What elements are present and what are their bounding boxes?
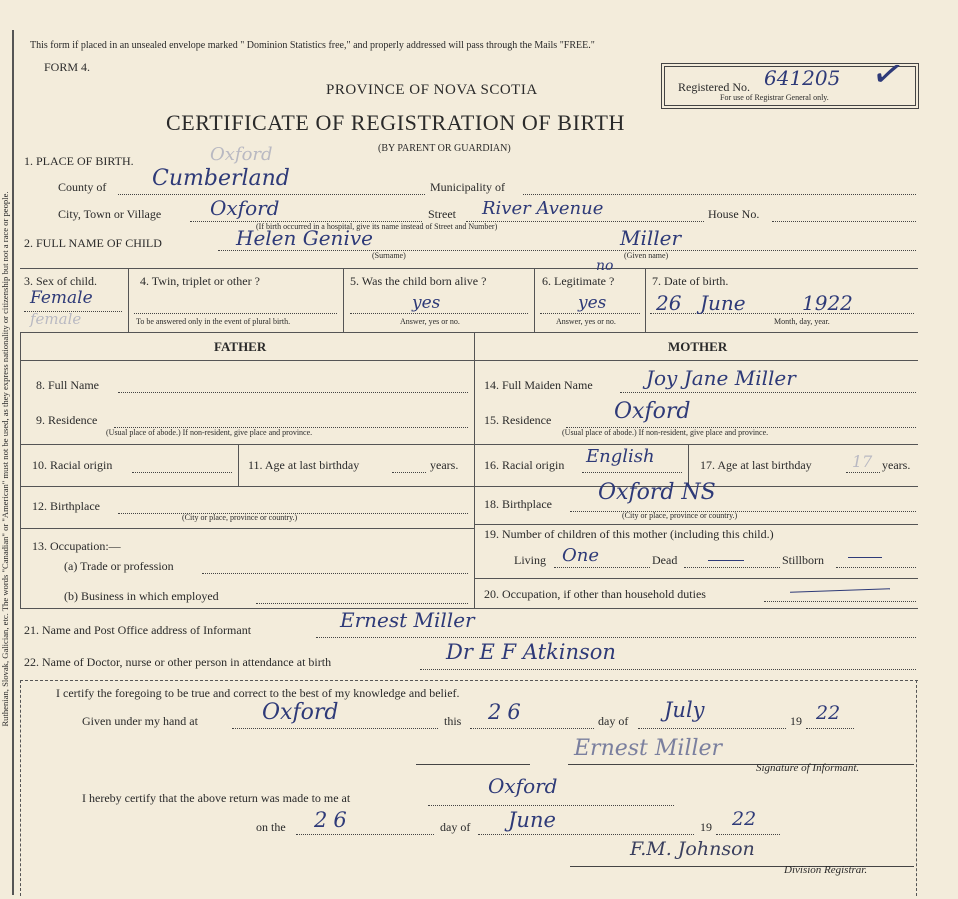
father-business-label: (b) Business in which employed bbox=[64, 589, 219, 603]
registrar-signature: F.M. Johnson bbox=[630, 838, 755, 860]
registrar-caption: Division Registrar. bbox=[784, 864, 868, 876]
father-residence-note: (Usual place of abode.) If non-resident, give place and province. bbox=[106, 428, 313, 437]
mother-residence-value: Oxford bbox=[614, 399, 691, 424]
stillborn-label: Stillborn bbox=[782, 553, 825, 567]
given-place-value: Oxford bbox=[262, 700, 339, 725]
county-value: Cumberland bbox=[152, 166, 290, 191]
form-number: FORM 4. bbox=[44, 60, 91, 74]
certify-year-value: 22 bbox=[816, 702, 841, 724]
child-name-label: 2. FULL NAME OF CHILD bbox=[24, 236, 162, 250]
birth-year-value: 1922 bbox=[802, 291, 853, 315]
mother-age-label: 17. Age at last birthday bbox=[700, 458, 812, 472]
certificate-title: CERTIFICATE OF REGISTRATION OF BIRTH bbox=[166, 110, 625, 135]
date-of-birth-label: 7. Date of birth. bbox=[652, 274, 729, 288]
registered-number-value: 641205 bbox=[764, 66, 841, 90]
born-alive-note: Answer, yes or no. bbox=[400, 317, 460, 326]
living-label: Living bbox=[514, 553, 546, 567]
on-the-label: on the bbox=[256, 820, 286, 834]
mother-birthplace-value: Oxford NS bbox=[598, 480, 716, 505]
father-age-label: 11. Age at last birthday bbox=[248, 458, 360, 472]
children-count-label: 19. Number of children of this mother (including this child.) bbox=[484, 527, 774, 541]
mother-residence-label: 15. Residence bbox=[484, 413, 552, 427]
father-birthplace-label: 12. Birthplace bbox=[32, 499, 100, 513]
province-heading: PROVINCE OF NOVA SCOTIA bbox=[326, 82, 538, 98]
certificate-subtitle: (BY PARENT OR GUARDIAN) bbox=[378, 143, 511, 154]
doctor-label: 22. Name of Doctor, nurse or other person in attendance at birth bbox=[24, 655, 332, 669]
sex-value: Female bbox=[30, 288, 93, 308]
given-name-caption: (Given name) bbox=[624, 251, 669, 260]
doctor-value: Dr E F Atkinson bbox=[446, 640, 616, 664]
sex-faint-handwriting: female bbox=[30, 310, 82, 328]
father-occupation-label: 13. Occupation:— bbox=[32, 539, 121, 553]
birth-month-value: June bbox=[700, 291, 746, 315]
born-alive-label: 5. Was the child born alive ? bbox=[350, 274, 487, 288]
mother-maiden-name-label: 14. Full Maiden Name bbox=[484, 378, 593, 392]
mother-maiden-name-value: Joy Jane Miller bbox=[646, 366, 796, 390]
given-under-label: Given under my hand at bbox=[82, 714, 198, 728]
registrar-year-prefix: 19 bbox=[700, 820, 712, 834]
hospital-note: (If birth occurred in a hospital, give its name instead of Street and Number) bbox=[256, 222, 498, 231]
father-trade-label: (a) Trade or profession bbox=[64, 559, 174, 573]
registrar-year-value: 22 bbox=[732, 808, 757, 830]
registrar-place-value: Oxford bbox=[488, 774, 558, 798]
informant-label: 21. Name and Post Office address of Informant bbox=[24, 623, 252, 637]
registrar-use-note: For use of Registrar General only. bbox=[720, 93, 829, 102]
twin-note: To be answered only in the event of plural birth. bbox=[136, 317, 291, 326]
registrar-statement: I hereby certify that the above return was made to me at bbox=[82, 791, 351, 805]
registrar-day-value: 26 bbox=[314, 808, 353, 832]
certify-month-value: July bbox=[664, 698, 705, 722]
father-racial-origin-label: 10. Racial origin bbox=[32, 458, 113, 472]
side-instruction-text: Ruthenian, Slovak, Galician, etc. The words "Canadian" or "American" must not be used, as they express nationality or citizenship but not a race or people. bbox=[0, 191, 10, 727]
mother-residence-note: (Usual place of abode.) If non-resident, give place and province. bbox=[562, 428, 769, 437]
legitimate-correction: no bbox=[596, 258, 614, 274]
living-value: One bbox=[562, 545, 600, 566]
place-faint-handwriting: Oxford bbox=[210, 144, 273, 165]
legitimate-note: Answer, yes or no. bbox=[556, 317, 616, 326]
mother-birthplace-note: (City or place, province or country.) bbox=[622, 511, 738, 520]
left-margin-rule bbox=[12, 30, 14, 895]
check-mark-icon: ✓ bbox=[867, 51, 908, 99]
born-alive-value: yes bbox=[412, 293, 441, 313]
city-value: Oxford bbox=[210, 196, 280, 220]
registrar-month-value: June bbox=[508, 808, 556, 832]
legitimate-value: yes bbox=[578, 293, 607, 313]
certify-dayof-label: day of bbox=[598, 714, 629, 728]
mother-birthplace-label: 18. Birthplace bbox=[484, 497, 552, 511]
surname-caption: (Surname) bbox=[372, 251, 406, 260]
birth-day-value: 26 bbox=[656, 291, 682, 315]
mother-age-value: 17 bbox=[852, 452, 873, 471]
this-day-value: 26 bbox=[488, 700, 527, 724]
registrar-dayof-label: day of bbox=[440, 820, 471, 834]
this-label: this bbox=[444, 714, 462, 728]
city-label: City, Town or Village bbox=[58, 207, 162, 221]
informant-signature: Ernest Miller bbox=[574, 736, 723, 761]
mother-racial-origin-value: English bbox=[586, 446, 655, 467]
informant-signature-caption: Signature of Informant. bbox=[756, 762, 860, 774]
father-heading: FATHER bbox=[214, 339, 267, 354]
mother-heading: MOTHER bbox=[668, 339, 728, 354]
sex-label: 3. Sex of child. bbox=[24, 274, 97, 288]
child-given-name-value: Helen Genive bbox=[236, 226, 373, 250]
municipality-label: Municipality of bbox=[430, 180, 505, 194]
father-full-name-label: 8. Full Name bbox=[36, 378, 99, 392]
house-number-label: House No. bbox=[708, 207, 760, 221]
father-birthplace-note: (City or place, province or country.) bbox=[182, 513, 298, 522]
date-note: Month, day, year. bbox=[774, 317, 830, 326]
father-residence-label: 9. Residence bbox=[36, 413, 98, 427]
mother-racial-origin-label: 16. Racial origin bbox=[484, 458, 565, 472]
twin-label: 4. Twin, triplet or other ? bbox=[140, 274, 260, 288]
registered-label: Registered No. bbox=[678, 80, 750, 94]
street-label: Street bbox=[428, 207, 456, 221]
dead-label: Dead bbox=[652, 553, 678, 567]
informant-value: Ernest Miller bbox=[340, 608, 475, 632]
certify-statement: I certify the foregoing to be true and correct to the best of my knowledge and belief. bbox=[56, 686, 460, 700]
child-surname-value: Miller bbox=[620, 226, 682, 250]
legitimate-label: 6. Legitimate ? bbox=[542, 274, 615, 288]
place-of-birth-label: 1. PLACE OF BIRTH. bbox=[24, 154, 134, 168]
mother-occupation-label: 20. Occupation, if other than household duties bbox=[484, 587, 706, 601]
mailing-notice: This form if placed in an unsealed envelope marked " Dominion Statistics free," and properly addressed will pass through the Mails "FREE." bbox=[30, 40, 595, 51]
street-value: River Avenue bbox=[482, 198, 604, 219]
father-years-label: years. bbox=[430, 458, 459, 472]
mother-years-label: years. bbox=[882, 458, 911, 472]
certify-year-prefix: 19 bbox=[790, 714, 802, 728]
county-label: County of bbox=[58, 180, 107, 194]
